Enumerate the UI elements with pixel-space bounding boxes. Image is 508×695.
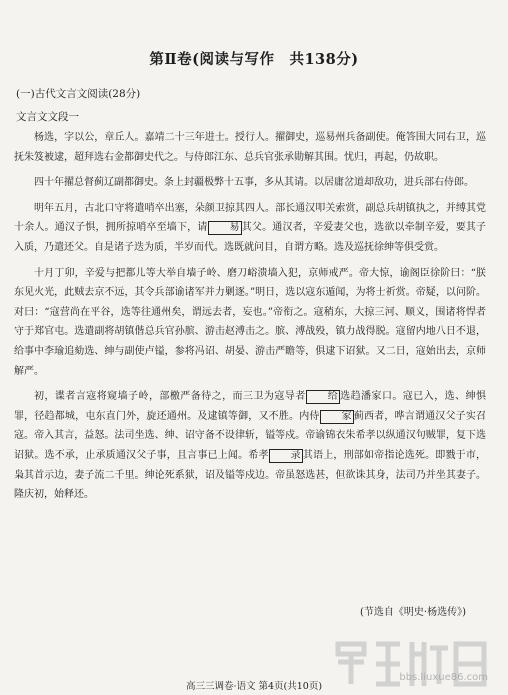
paragraph-5: 初，谍者言寇将窥墙子岭，部檄严备待之，而三卫为寇导者 给 选趋潘家口。寇已入，选、绅惧罪，径趋都城，屯东直门外，旋还通州。及逮镇等御，又不胜。内侍 家 蓟西者，哗言谓通汉父子实召寇。帝入其言，益怒。法司坐选、绅、诏守备不设律斩，镒等戍。帝谕锦衣朱希孝以纵通汉句贼罪，复下选诏狱。选不承，止承质通汉父子事，且言事已上闻。希孝 录 其语上，刑部如帝指论选死。即戮于市，枭其首示边，妻子流二千里。绅论死系狱，诏及镒等戍边。帝虽怒选甚，但欲诛其身，法司乃并坐其妻子。隆庆初，始释还。: [14, 391, 487, 501]
paragraph-4: 十月丁卯，辛爱与把都儿等大举自墙子岭、磨刀峪溃墙入犯，京师戒严。帝大惊，谕阁臣徐阶曰：“朕东见火光，此贼去京不远，其令兵部谕诸军并力剿逐。”明日，选以寇东遁闻，为将士祈赏。帝疑，以问阶。对曰：“寇营尚在平谷，选等往通州矣，谓远去者，妄也。”帝衔之。寇稍东，大掠三河、顺义，围诸将悍者守于郑官屯。选遣副将胡镇偕总兵官孙膑、游击赵溥击之。膑、溥战殁，镇力战得脱。寇留内地八日不退，给事中李瑜追劾选、绅与副使卢镒，参将冯诏、胡晏、游击严瞻等，俱逮下诏狱。又二日，寇始出去，京师解严。: [14, 267, 486, 377]
watermark-url: bbs.liuxue86.com: [399, 672, 488, 683]
source-citation: (节选自《明史·杨选传》): [360, 607, 466, 618]
page-footer: 高三三调卷·语文 第4页(共10页): [185, 681, 323, 692]
section-heading: (一)古代文言文阅读(28分): [16, 88, 141, 100]
boxed-char: 家: [320, 410, 354, 424]
boxed-char: 易: [208, 221, 242, 235]
boxed-char: 给: [306, 390, 340, 404]
paper-title: 第Ⅱ卷(阅读与写作 共138分): [149, 51, 359, 68]
paragraph-3: 明年五月，古北口守将遣哨卒出塞，朵颜卫掠其四人。部长通汉叩关索赏，副总兵胡镇执之，并缚其党十余人。通汉子惧，拥所掠哨卒至墙下，请 易 其父。通汉者，辛爱妻父也，选欲以牵制辛爱，要其子入质，乃遣还父。自是诸子迭为质，半岁而代。选既就问目，自谓方略。选及巡抚徐绅等俱受赏。: [14, 202, 487, 253]
passage-heading: 文言文文段一: [16, 111, 79, 123]
boxed-char: 录: [269, 449, 303, 463]
paragraph-1: 杨选，字以公，章丘人。嘉靖二十三年进士。授行人。擢御史，巡易州兵备副使。俺答围大同右卫，巡抚朱笈被逮，超拜选右金都御史代之。与侍郎江东、总兵官张承勋解其围。忧归，再起，仍故职。: [14, 132, 487, 163]
passage-body: [14, 128, 486, 511]
paragraph-2: 四十年擢总督蓟辽副都御史。条上封疆极弊十五事，多从其请。以居庸岔道却敌功，进兵部右侍郎。: [34, 177, 474, 189]
